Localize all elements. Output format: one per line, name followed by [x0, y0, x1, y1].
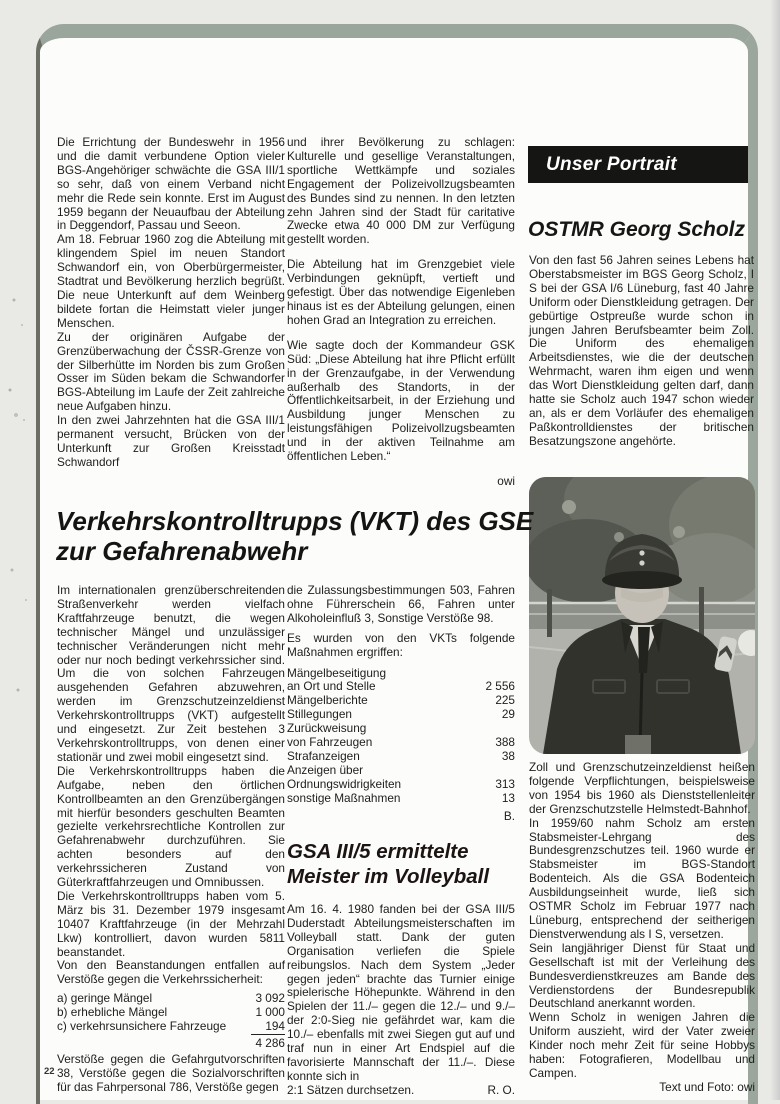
paragraph: Zu der originären Aufgabe der Grenzüberwachung der ČSSR-Grenze von der Silberhütte im Norden bis zum Großen Osser im Süden bekam die Schwandorfer BGS-Abteilung im Laufe der Zeit zahlreiche neue Aufgaben hinzu. — [57, 329, 285, 414]
vkt-column-1 — [57, 584, 285, 1095]
defect-row — [57, 992, 285, 1006]
portrait-byline: Text und Foto: owi — [659, 1079, 755, 1094]
measure-row — [287, 778, 515, 792]
unser-portrait-banner — [528, 146, 748, 183]
paragraph: Am 16. 4. 1980 fanden bei der GSA III/5 Duderstadt Abteilungsmeisterschaften im Volleyball statt. Dank der guten Organisation verliefen die Spiele reibungslos. Nach dem System „Jeder gegen jeden“ brachte das Turnier einige spielerische Höhepunkte. Während in den Spielen der 11./– gegen die 12./– und 9./– der 2:0-Sieg nie gefährdet war, kam die 10./– ebenfalls mit zwei Siegen gut auf und traf nun in einer Art Endspiel auf die favorisierte Mannschaft der 11./–. Diese konnte sich in — [287, 902, 515, 1083]
paragraph: In den zwei Jahrzehnten hat die GSA III/1 permanent versucht, Brücken von der Unterkunft zur Großen Kreisstadt Schwandorf — [57, 413, 285, 469]
measure-label: Ordnungswidrigkeiten — [287, 776, 402, 791]
measure-row — [287, 750, 515, 764]
measure-label: sonstige Maßnahmen — [287, 790, 401, 805]
measure-value: 38 — [501, 748, 515, 763]
volleyball-last-line — [287, 1084, 515, 1098]
defect-value: 194 — [251, 1020, 285, 1035]
paragraph: die Zulassungsbestimmungen 503, Fahren ohne Führerschein 66, Fahren unter Alkoholeinfluß 3, Sonstige Verstöße 98. — [287, 583, 515, 625]
measure-label: Anzeigen über — [287, 762, 364, 777]
paragraph: und ihrer Bevölkerung zu schlagen: Kulturelle und gesellige Veranstaltungen, sportliche Wettkämpfe und soziales Engagement der Polizeivollzugsbeamten des Bundes sind zu nennen. In den letzten zehn Jahren sind der Stadt für caritative Zwecke etwa 40 000 DM zur Verfügung gestellt worden. — [287, 135, 515, 247]
paragraph: Im internationalen grenzüberschreitenden Straßenverkehr werden vielfach Kraftfahrzeuge benutzt, die wegen technischer Mängel und unzulässiger technischer Veränderungen nicht mehr oder nur noch bedingt verkehrssicher sind. Um die von solchen Fahrzeugen ausgehenden Gefahren abzuwehren, werden im Grenzschutzeinzeldienst Verkehrskontrolltrupps (VKT) aufgestellt und eingesetzt. Zur Zeit bestehen 3 Verkehrskontrolltrupps, von denen einer stationär und zwei mobil eingesetzt sind. — [57, 583, 285, 764]
paragraph: Wie sagte doch der Kommandeur GSK Süd: „Diese Abteilung hat ihre Pflicht erfüllt in der Grenzaufgabe, in der Verwendung außerhalb des Standorts, in der Öffentlichkeitsarbeit, in der Erziehung und Ausbildung junger Menschen zu leistungsfähigen Polizeivollzugsbeamten und in der aktiven Teilnahme am öffentlichen Leben.“ — [287, 337, 515, 464]
defect-row — [57, 1006, 285, 1020]
defect-label: c) verkehrsunsichere Fahrzeuge — [57, 1019, 227, 1034]
measure-label: Zurückweisung — [287, 721, 367, 736]
paragraph: Sein langjähriger Dienst für Staat und Gesellschaft ist mit der Verleihung des Bundesverdienstkreuzes am Bande des Verdienstordens der Bundesrepublik Deutschland anerkannt worden. — [529, 940, 755, 1011]
portrait-heading: OSTMR Georg Scholz — [528, 218, 746, 241]
paragraph: Verstöße gegen die Gefahrgutvorschriften 38, Verstöße gegen die Sozialvorschriften für das Fahrpersonal 786, Verstöße gegen — [57, 1051, 285, 1094]
defect-total-row — [57, 1037, 285, 1051]
vkt-headline-line2: zur Gefahrenabwehr — [56, 536, 308, 566]
paragraph: Wenn Scholz in wenigen Jahren die Uniform auszieht, wird der Vater zweier Kinder noch mehr Zeit für seine Hobbys haben: Fotografieren, Modellbau und Campen. — [529, 1010, 755, 1080]
paragraph: Am 18. Februar 1960 zog die Abteilung mit klingendem Spiel im neuen Standort Schwandorf ein, von Oberbürgermeister, Stadtrat und Bevölkerung herzlich begrüßt. Die neue Unterkunft auf dem Weinberg bildete fortan die Heimstatt vieler junger Menschen. — [57, 232, 285, 330]
measure-value: 13 — [501, 790, 515, 805]
paragraph: Es wurden von den VKTs folgende Maßnahmen ergriffen: — [287, 630, 515, 659]
measure-row — [287, 722, 515, 736]
volleyball-last-text: 2:1 Sätzen durchsetzen. — [287, 1082, 415, 1097]
paragraph: Zoll und Grenzschutzeinzeldienst heißen folgende Verpflichtungen, beispielsweise von 1954 bis 1960 als Dienststellenleiter der Grenzschutzstelle Helmstedt-Bahnhof. — [529, 760, 755, 816]
vkt-headline-line1: Verkehrskontrolltrupps (VKT) des GSE — [56, 506, 534, 536]
measure-label: Stillegungen — [287, 707, 352, 722]
page-number: 22 — [44, 1066, 55, 1077]
scan-speckles — [2, 270, 32, 730]
page-edge-shadow — [770, 0, 780, 1100]
measure-row — [287, 736, 515, 750]
volleyball-heading-line2: Meister im Volleyball — [287, 865, 490, 888]
vkt-defect-list — [57, 992, 285, 1051]
defect-label: a) geringe Mängel — [57, 991, 153, 1006]
volleyball-heading — [287, 839, 517, 889]
defect-total-value: 4 286 — [255, 1036, 285, 1050]
measure-row — [287, 792, 515, 806]
volleyball-byline: R. O. — [487, 1082, 515, 1097]
vkt-headline — [56, 506, 536, 566]
article-gsa-column-2 — [287, 136, 515, 489]
volleyball-body — [287, 903, 515, 1098]
measure-row — [287, 667, 515, 681]
paragraph: Die Verkehrskontrolltrupps haben die Aufgabe, neben den örtlichen Kontrollbeamten an den Grenzübergängen mit hierfür besonders geschulten Beamten gezielte verkehrsrechtliche Kontrollen zur Gefahrenabwehr durchzuführen. Sie achten besonders auf den verkehrssicheren Zustand von Güterkraftfahrzeugen und Omnibussen. — [57, 763, 285, 890]
vkt-column-2 — [287, 584, 515, 824]
defect-value: 3 092 — [255, 991, 285, 1006]
portrait-photo — [529, 477, 755, 754]
portrait-body — [529, 761, 755, 1095]
measure-label: an Ort und Stelle — [287, 679, 376, 694]
defect-value: 1 000 — [255, 1005, 285, 1020]
volleyball-heading-line1: GSA III/5 ermittelte — [287, 840, 469, 863]
portrait-photo-illustration — [529, 477, 755, 754]
paragraph: Von den Beanstandungen entfallen auf Verstöße gegen die Verkehrssicherheit: — [57, 958, 285, 987]
measure-value: 313 — [495, 776, 515, 791]
measure-value: 225 — [495, 693, 515, 708]
defect-row — [57, 1020, 285, 1035]
measure-row — [287, 764, 515, 778]
article-gsa-column-1 — [57, 136, 285, 470]
unser-portrait-banner-label: Unser Portrait — [546, 153, 677, 175]
measure-label: von Fahrzeugen — [287, 735, 373, 750]
paragraph: Von den fast 56 Jahren seines Lebens hat Oberstabsmeister im BGS Georg Scholz, I S bei der GSA I/6 Lüneburg, fast 40 Jahre Uniform oder Dienstkleidung getragen. Der gebürtige Ostpreuße wurde schon in jungen Jahren Berufsbeamter beim Zoll. Die Uniform des ehemaligen Arbeitsdienstes, wie die der deutschen Wehrmacht, waren ihm eigen und wenn das Wort Dienstkleidung gelten darf, dann hatte sie Scholz auch 1947 schon wieder an, als er dem Vorläufer des ehemaligen Paßkontrolldienstes der britischen Besatzungszone angehörte. — [529, 253, 754, 448]
measure-row — [287, 708, 515, 722]
defect-label: b) erhebliche Mängel — [57, 1005, 168, 1020]
paragraph: Die Errichtung der Bundeswehr in 1956 und die damit verbundene Option vieler BGS-Angehöriger schwächte die GSA III/1 so sehr, daß von einem Verband nicht mehr die Rede sein konnte. Erst im August 1959 begann der Neuaufbau der Abteilung in Deggendorf, Passau und Seeon. — [57, 135, 285, 233]
measure-value: 388 — [495, 735, 515, 750]
vkt-measures-list — [287, 667, 515, 806]
paragraph: In 1959/60 nahm Scholz am ersten Stabsmeister-Lehrgang des Bundesgrenzschutzes teil. 1960 wurde er Stabsmeister im BGS-Standort Bodenteich. Als die GSA Bodenteich Ausbildungseinheit wurde, ließ sich OSTMR Scholz im Februar 1977 nach Lüneburg, entsprechend der seitherigen Dienstverwendung als I S, versetzen. — [529, 815, 755, 941]
measure-row — [287, 694, 515, 708]
article-gsa-byline: owi — [497, 473, 515, 488]
measure-row — [287, 680, 515, 694]
measure-label: Strafanzeigen — [287, 748, 360, 763]
portrait-intro — [529, 254, 754, 449]
paragraph: Die Verkehrskontrolltrupps haben vom 5. März bis 31. Dezember 1979 insgesamt 10407 Kraftfahrzeuge (in der Mehrzahl Lkw) kontrolliert, davon wurden 5811 beanstandet. — [57, 888, 285, 959]
measure-value: 29 — [501, 707, 515, 722]
vkt-byline: B. — [503, 808, 515, 823]
measure-label: Mängelberichte — [287, 693, 368, 708]
paragraph: Die Abteilung hat im Grenzgebiet viele Verbindungen geknüpft, vertieft und gefestigt. Über das notwendige Eigenleben hinaus ist es der Abteilung gelungen, einen hohen Grad an Integration zu erreichen. — [287, 257, 515, 327]
measure-value: 2 556 — [485, 679, 515, 694]
measure-label: Mängelbeseitigung — [287, 665, 387, 680]
